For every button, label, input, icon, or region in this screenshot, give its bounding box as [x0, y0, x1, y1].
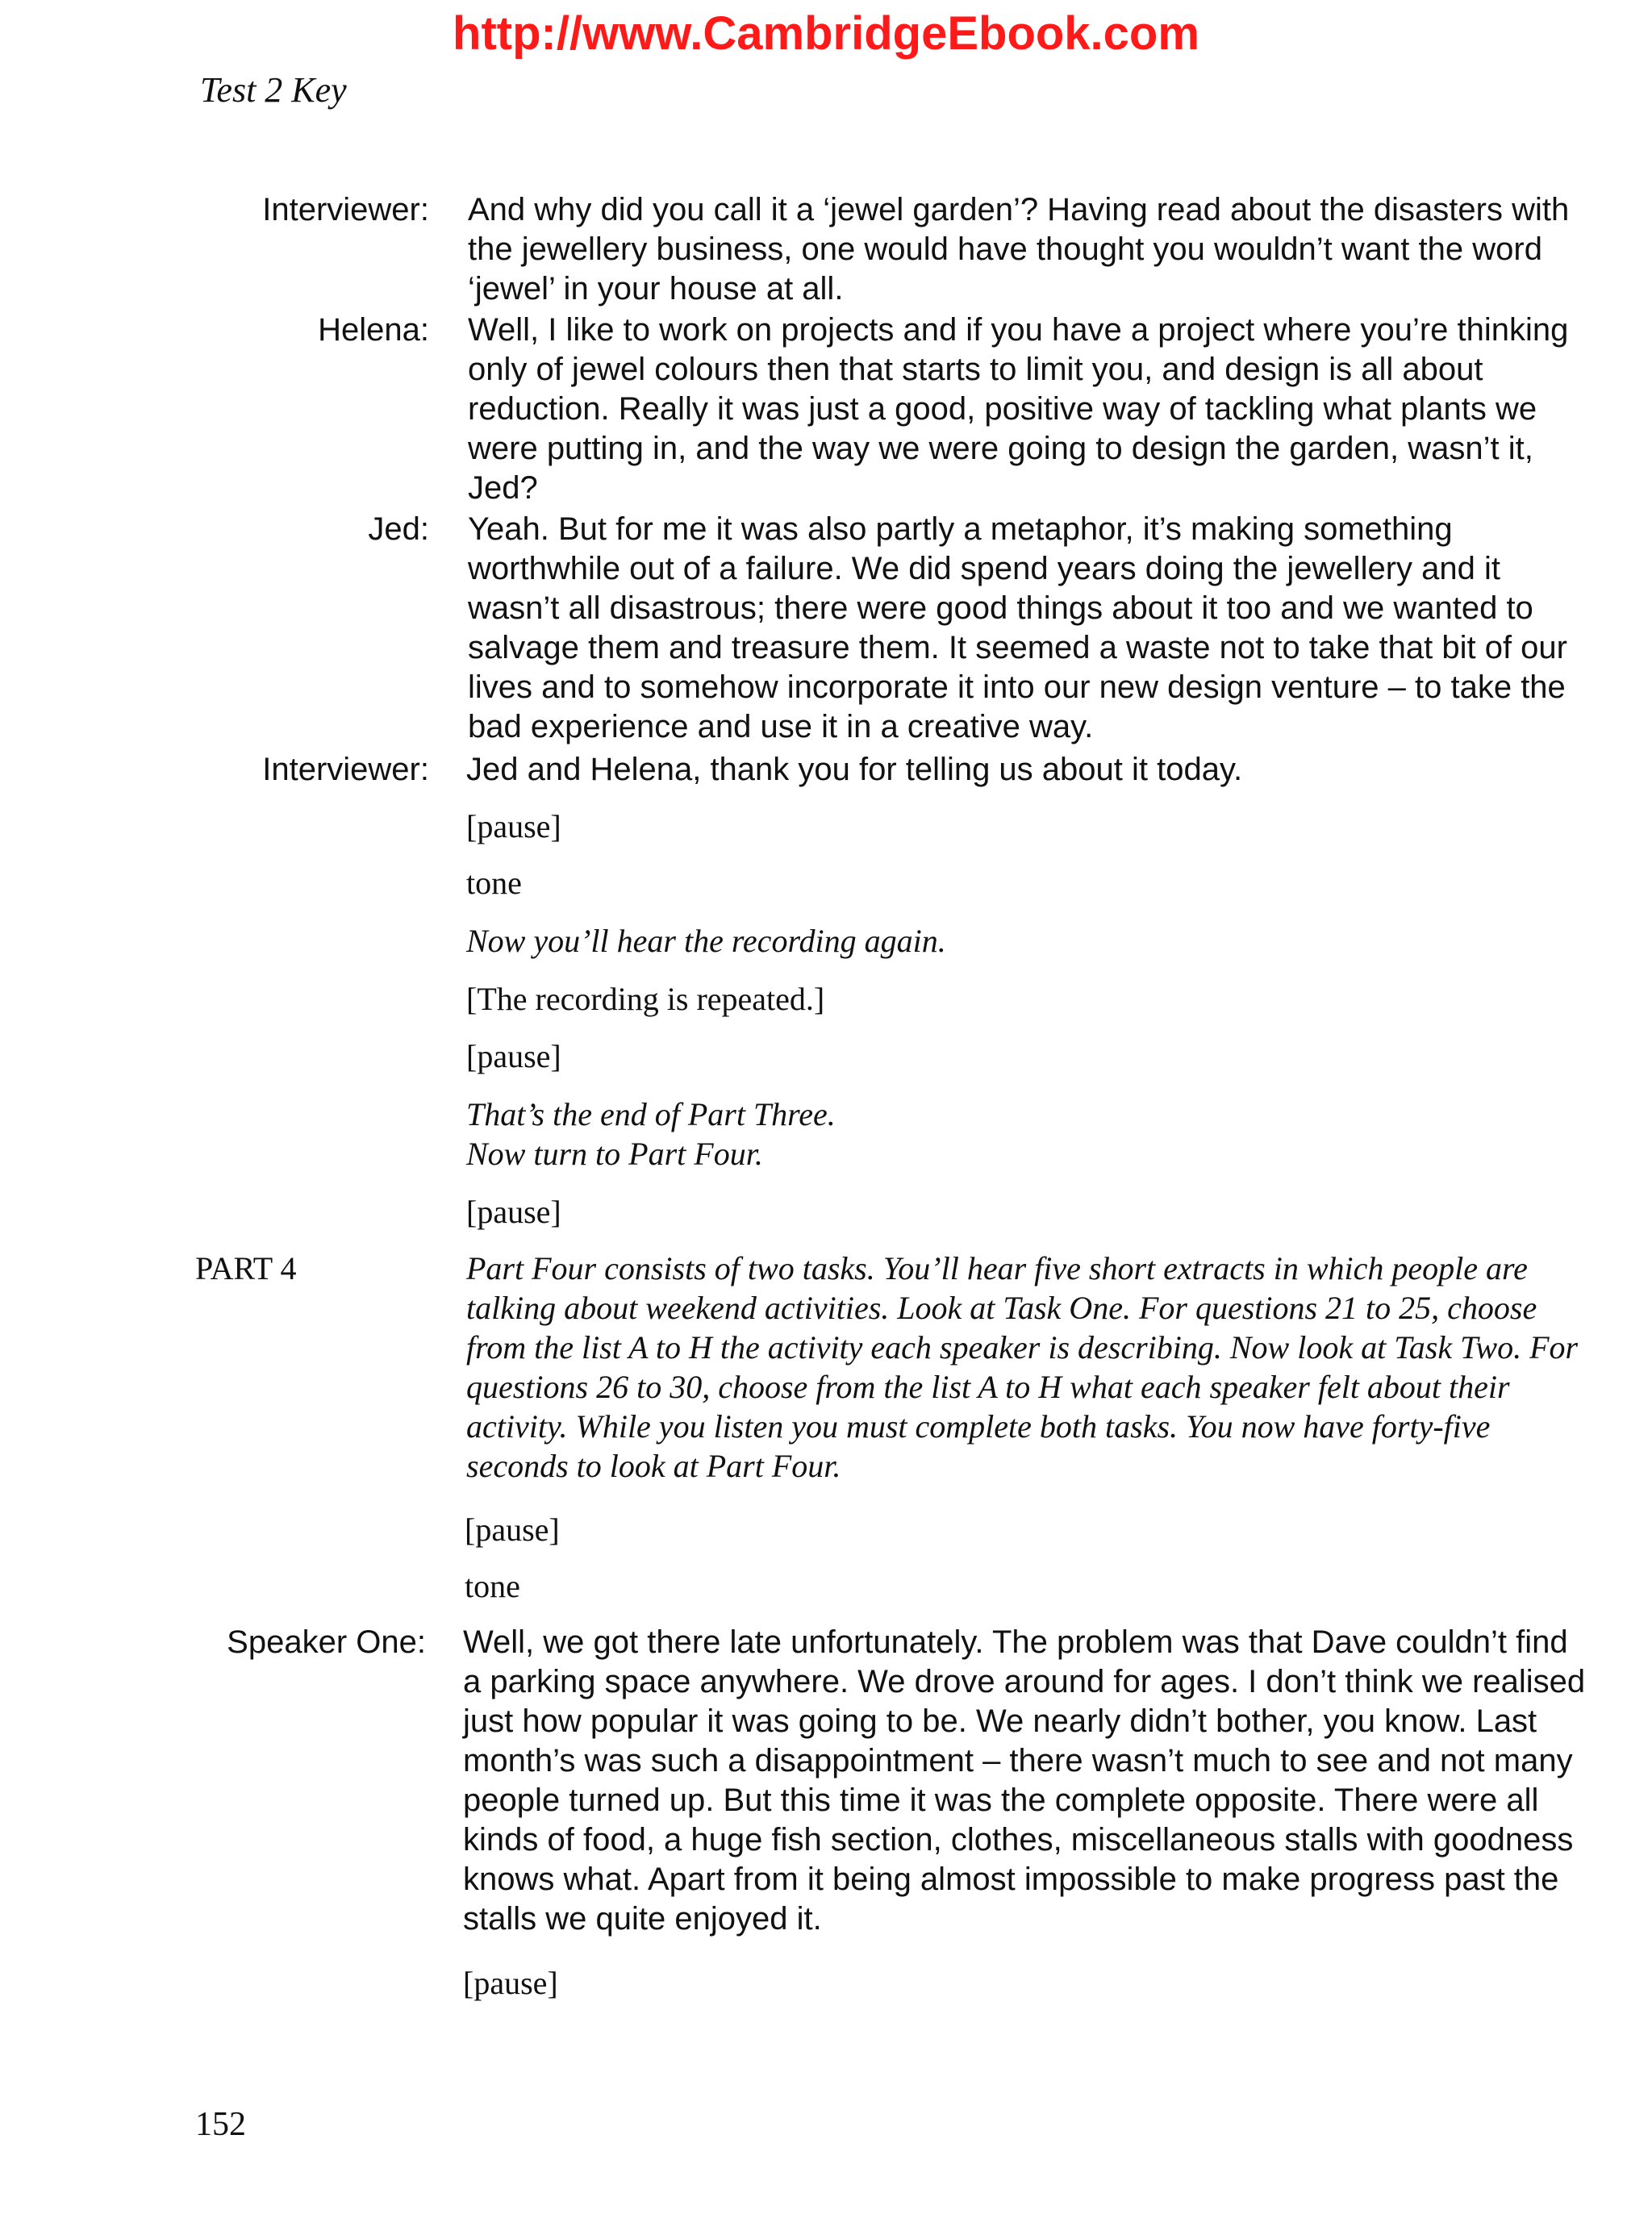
- watermark-url: http://www.CambridgeEbook.com: [453, 7, 1199, 60]
- speaker-label-speaker-one: Speaker One:: [227, 1624, 426, 1660]
- cue-tone: tone: [466, 865, 522, 901]
- speaker-label-jed: Jed:: [368, 511, 429, 547]
- running-head: Test 2 Key: [200, 70, 347, 110]
- dialogue-text-interviewer: And why did you call it a ‘jewel garden’? Having read about the disasters with the jewellery business, one would have thought you wouldn’t want the word ‘jewel’ in your house at all.: [468, 192, 1570, 306]
- cue-end-part-three: That’s the end of Part Three.: [466, 1096, 836, 1132]
- speaker-label-helena: Helena:: [318, 312, 429, 348]
- cue-pause: [pause]: [466, 1194, 561, 1230]
- cue-pause: [pause]: [465, 1512, 560, 1548]
- cue-hear-again: Now you’ll hear the recording again.: [466, 923, 946, 959]
- dialogue-text-jed: Yeah. But for me it was also partly a metaphor, it’s making something worthwhile out of a failure. We did spend years doing the jewellery and it wasn’t all disastrous; there were good things about it too and we wanted to salvage them and treasure them. It seemed a waste not to take that bit of our lives and to somehow incorporate it into our new design venture – to take the bad experience and use it in a creative way.: [468, 511, 1567, 744]
- cue-pause: [pause]: [463, 1965, 558, 2001]
- dialogue-text-helena: Well, I like to work on projects and if you have a project where you’re thinking only of jewel colours then that starts to limit you, and design is all about reduction. Really it was just a good, positive way of tackling what plants we were putting in, and the way we were going to design the garden, wasn’t it, Jed?: [468, 312, 1569, 506]
- dialogue-text-interviewer-closing: Jed and Helena, thank you for telling us about it today.: [466, 752, 1243, 787]
- speaker-label-interviewer-closing: Interviewer:: [262, 752, 429, 787]
- speaker-label-interviewer: Interviewer:: [262, 192, 429, 227]
- page-number: 152: [195, 2106, 246, 2143]
- cue-pause: [pause]: [466, 808, 561, 844]
- cue-recording-repeated: [The recording is repeated.]: [466, 981, 825, 1017]
- dialogue-text-speaker-one: Well, we got there late unfortunately. The problem was that Dave couldn’t find a parking space anywhere. We drove around for ages. I don’t think we realised just how popular it was going to be. We nearly didn’t bother, you know. Last month’s was such a disappointment – there wasn’t much to see and not many people turned up. But this time it was the complete opposite. There were all kinds of food, a huge fish section, clothes, miscellaneous stalls with goodness knows what. Apart from it being almost impossible to make progress past the stalls we quite enjoyed it.: [463, 1624, 1586, 1937]
- cue-turn-part-four: Now turn to Part Four.: [466, 1136, 763, 1172]
- cue-pause: [pause]: [466, 1038, 561, 1074]
- part-4-instructions: Part Four consists of two tasks. You’ll hear five short extracts in which people are talking about weekend activities. Look at Task One. For questions 21 to 25, choose from the list A to H the activity each speaker is describing. Now look at Task Two. For questions 26 to 30, choose from the list A to H what each speaker felt about their activity. While you listen you must complete both tasks. You now have forty-five seconds to look at Part Four.: [466, 1250, 1579, 1484]
- part-4-label: PART 4: [195, 1250, 297, 1286]
- cue-tone: tone: [465, 1568, 520, 1604]
